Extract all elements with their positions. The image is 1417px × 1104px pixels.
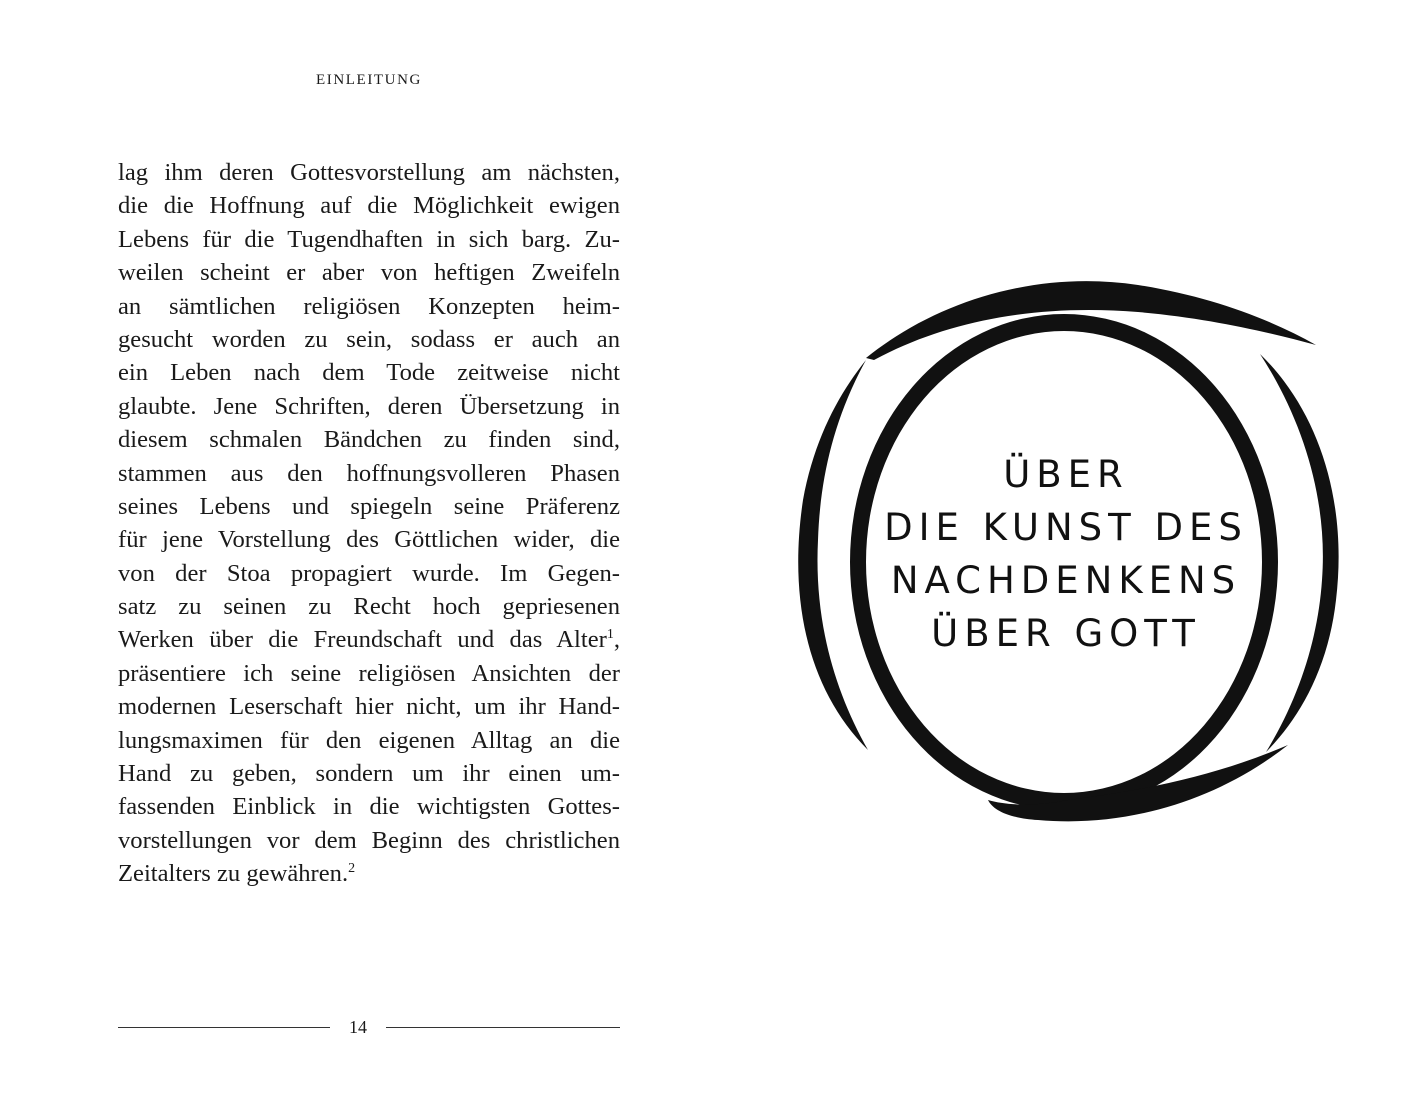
footnote-ref-2: 2 bbox=[348, 861, 356, 877]
title-line: ÜBER bbox=[1003, 453, 1129, 496]
title-line: ÜBER GOTT bbox=[931, 612, 1201, 655]
text-line: modernen Leserschaft hier nicht, um ihr Hand- bbox=[118, 693, 620, 721]
footer-rule-left bbox=[118, 1027, 330, 1028]
text-line: vorstellungen vor dem Beginn des christlichen bbox=[118, 826, 620, 854]
running-head: EINLEITUNG bbox=[316, 72, 422, 88]
text-line: ein Leben nach dem Tode zeitweise nicht bbox=[118, 359, 620, 387]
text-line-with-footnote bbox=[118, 857, 620, 890]
text-line: seines Lebens und spiegeln seine Präferenz bbox=[118, 492, 620, 520]
page-footer bbox=[118, 1014, 620, 1040]
text-line-content: Zeitalters zu gewähren. bbox=[118, 860, 349, 888]
text-line: präsentiere ich seine religiösen Ansichten der bbox=[118, 659, 620, 687]
text-line: an sämtlichen religiösen Konzepten heim- bbox=[118, 292, 620, 320]
title-line: DIE KUNST DES bbox=[884, 506, 1248, 549]
text-line: glaubte. Jene Schriften, deren Übersetzung in bbox=[118, 392, 620, 420]
text-line: für jene Vorstellung des Göttlichen wider, die bbox=[118, 526, 620, 554]
text-line: stammen aus den hoffnungsvolleren Phasen bbox=[118, 459, 620, 487]
text-line: satz zu seinen zu Recht hoch gepriesenen bbox=[118, 593, 620, 621]
text-line: gesucht worden zu sein, sodass er auch an bbox=[118, 325, 620, 353]
right-page bbox=[708, 0, 1417, 1104]
body-text bbox=[118, 156, 620, 891]
book-title bbox=[856, 448, 1276, 660]
title-line: NACHDENKENS bbox=[890, 559, 1242, 602]
left-page bbox=[0, 0, 708, 1104]
text-line: diesem schmalen Bändchen zu finden sind, bbox=[118, 426, 620, 454]
text-line: von der Stoa propagiert wurde. Im Gegen- bbox=[118, 559, 620, 587]
text-line: lag ihm deren Gottesvorstellung am nächsten, bbox=[118, 159, 620, 186]
footer-rule-right bbox=[386, 1027, 620, 1028]
page-number: 14 bbox=[349, 1017, 367, 1037]
text-line: lungsmaximen für den eigenen Alltag an die bbox=[118, 726, 620, 754]
text-line: die die Hoffnung auf die Möglichkeit ewigen bbox=[118, 192, 620, 220]
text-line: fassenden Einblick in die wichtigsten Gottes- bbox=[118, 793, 620, 821]
text-line-content: Werken über die Freundschaft und das Alter bbox=[118, 626, 607, 654]
text-line: weilen scheint er aber von heftigen Zweifeln bbox=[118, 259, 620, 287]
text-line-with-footnote: Werken über die Freundschaft und das Alter$^1$, bbox=[118, 626, 620, 654]
text-line: Hand zu geben, sondern um ihr einen um- bbox=[118, 760, 620, 788]
footnote-ref-1: 1 bbox=[606, 627, 614, 643]
text-line: Lebens für die Tugendhaften in sich barg. Zu- bbox=[118, 225, 620, 253]
